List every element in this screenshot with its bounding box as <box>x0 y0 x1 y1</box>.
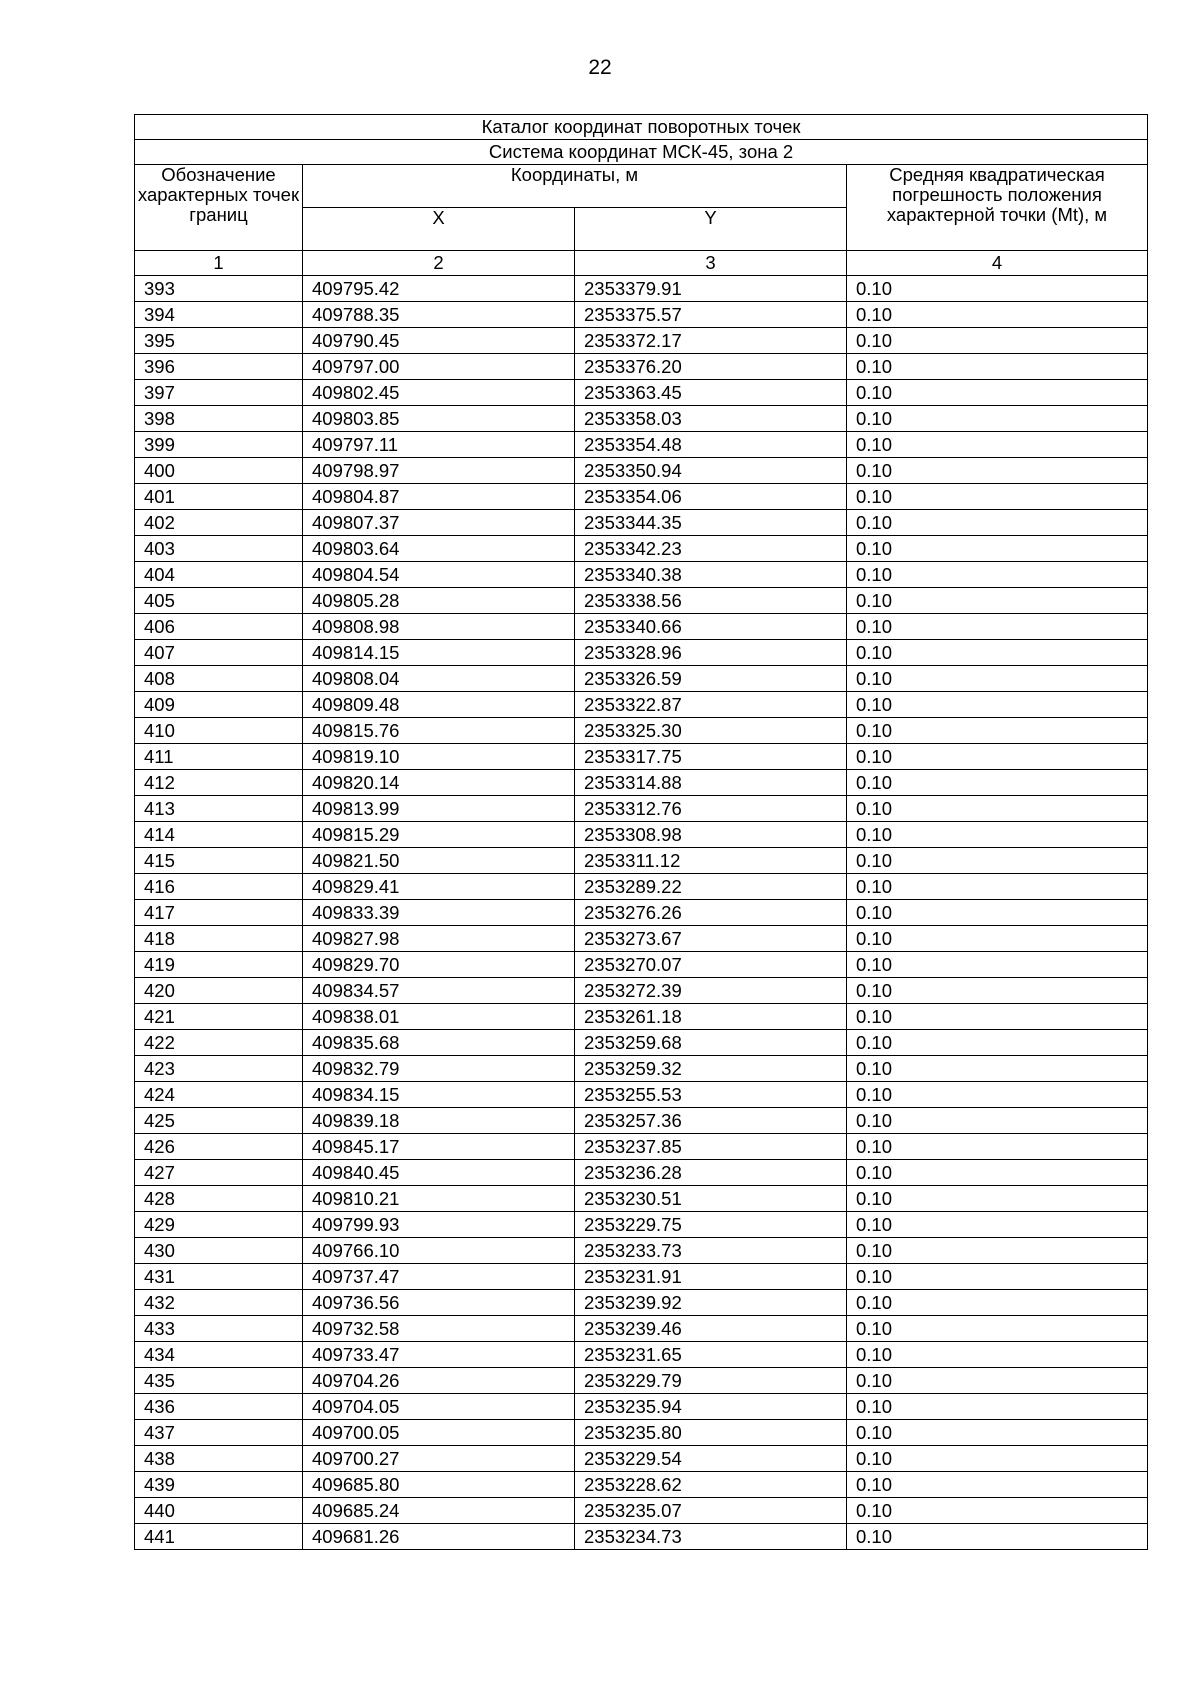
table-row <box>135 692 1148 718</box>
x-coordinate-cell: 409737.47 <box>303 1264 575 1290</box>
error-cell: 0.10 <box>847 354 1148 380</box>
point-id-cell: 435 <box>135 1368 303 1394</box>
error-cell: 0.10 <box>847 1498 1148 1524</box>
error-cell: 0.10 <box>847 978 1148 1004</box>
error-cell: 0.10 <box>847 1238 1148 1264</box>
error-cell: 0.10 <box>847 276 1148 302</box>
y-coordinate-cell: 2353379.91 <box>575 276 847 302</box>
table-row <box>135 978 1148 1004</box>
x-coordinate-cell: 409788.35 <box>303 302 575 328</box>
error-cell: 0.10 <box>847 1446 1148 1472</box>
table-row <box>135 900 1148 926</box>
point-id-cell: 405 <box>135 588 303 614</box>
x-coordinate-cell: 409704.26 <box>303 1368 575 1394</box>
y-coordinate-cell: 2353235.94 <box>575 1394 847 1420</box>
y-coordinate-cell: 2353235.07 <box>575 1498 847 1524</box>
point-id-cell: 400 <box>135 458 303 484</box>
error-cell: 0.10 <box>847 432 1148 458</box>
y-coordinate-cell: 2353326.59 <box>575 666 847 692</box>
column-number: 2 <box>303 251 575 276</box>
point-id-cell: 404 <box>135 562 303 588</box>
error-cell: 0.10 <box>847 1004 1148 1030</box>
error-cell: 0.10 <box>847 718 1148 744</box>
table-row <box>135 848 1148 874</box>
table-row <box>135 588 1148 614</box>
x-coordinate-cell: 409809.48 <box>303 692 575 718</box>
y-coordinate-cell: 2353340.38 <box>575 562 847 588</box>
y-coordinate-cell: 2353259.68 <box>575 1030 847 1056</box>
header-error: Средняя квадратическая погрешность положения характерной точки (Mt), м <box>847 165 1148 251</box>
point-id-cell: 429 <box>135 1212 303 1238</box>
y-coordinate-cell: 2353276.26 <box>575 900 847 926</box>
header-y: Y <box>575 208 847 251</box>
error-cell: 0.10 <box>847 1186 1148 1212</box>
table-row <box>135 458 1148 484</box>
error-cell: 0.10 <box>847 1368 1148 1394</box>
error-cell: 0.10 <box>847 1342 1148 1368</box>
table-row <box>135 822 1148 848</box>
point-id-cell: 425 <box>135 1108 303 1134</box>
y-coordinate-cell: 2353230.51 <box>575 1186 847 1212</box>
point-id-cell: 421 <box>135 1004 303 1030</box>
column-number: 4 <box>847 251 1148 276</box>
table-row <box>135 302 1148 328</box>
table-row <box>135 1160 1148 1186</box>
y-coordinate-cell: 2353229.54 <box>575 1446 847 1472</box>
table-row <box>135 874 1148 900</box>
x-coordinate-cell: 409790.45 <box>303 328 575 354</box>
x-coordinate-cell: 409685.24 <box>303 1498 575 1524</box>
x-coordinate-cell: 409804.87 <box>303 484 575 510</box>
table-row <box>135 380 1148 406</box>
x-coordinate-cell: 409808.04 <box>303 666 575 692</box>
point-id-cell: 427 <box>135 1160 303 1186</box>
x-coordinate-cell: 409827.98 <box>303 926 575 952</box>
point-id-cell: 411 <box>135 744 303 770</box>
x-coordinate-cell: 409845.17 <box>303 1134 575 1160</box>
y-coordinate-cell: 2353342.23 <box>575 536 847 562</box>
point-id-cell: 437 <box>135 1420 303 1446</box>
x-coordinate-cell: 409733.47 <box>303 1342 575 1368</box>
x-coordinate-cell: 409834.15 <box>303 1082 575 1108</box>
table-row <box>135 926 1148 952</box>
table-subtitle: Система координат МСК-45, зона 2 <box>135 140 1148 165</box>
error-cell: 0.10 <box>847 1290 1148 1316</box>
error-cell: 0.10 <box>847 666 1148 692</box>
error-cell: 0.10 <box>847 458 1148 484</box>
y-coordinate-cell: 2353257.36 <box>575 1108 847 1134</box>
point-id-cell: 424 <box>135 1082 303 1108</box>
y-coordinate-cell: 2353234.73 <box>575 1524 847 1550</box>
y-coordinate-cell: 2353358.03 <box>575 406 847 432</box>
error-cell: 0.10 <box>847 692 1148 718</box>
point-id-cell: 417 <box>135 900 303 926</box>
error-cell: 0.10 <box>847 822 1148 848</box>
y-coordinate-cell: 2353354.06 <box>575 484 847 510</box>
point-id-cell: 416 <box>135 874 303 900</box>
table-row <box>135 718 1148 744</box>
table-row <box>135 1420 1148 1446</box>
x-coordinate-cell: 409797.11 <box>303 432 575 458</box>
y-coordinate-cell: 2353239.46 <box>575 1316 847 1342</box>
table-row <box>135 432 1148 458</box>
error-cell: 0.10 <box>847 614 1148 640</box>
point-id-cell: 423 <box>135 1056 303 1082</box>
table-row <box>135 1030 1148 1056</box>
error-cell: 0.10 <box>847 874 1148 900</box>
x-coordinate-cell: 409798.97 <box>303 458 575 484</box>
x-coordinate-cell: 409803.85 <box>303 406 575 432</box>
error-cell: 0.10 <box>847 1056 1148 1082</box>
x-coordinate-cell: 409810.21 <box>303 1186 575 1212</box>
y-coordinate-cell: 2353372.17 <box>575 328 847 354</box>
point-id-cell: 407 <box>135 640 303 666</box>
table-row <box>135 1394 1148 1420</box>
table-row <box>135 1446 1148 1472</box>
table-row <box>135 666 1148 692</box>
table-row <box>135 1472 1148 1498</box>
x-coordinate-cell: 409820.14 <box>303 770 575 796</box>
table-row <box>135 1316 1148 1342</box>
y-coordinate-cell: 2353317.75 <box>575 744 847 770</box>
column-number: 3 <box>575 251 847 276</box>
point-id-cell: 434 <box>135 1342 303 1368</box>
table-row <box>135 1238 1148 1264</box>
point-id-cell: 394 <box>135 302 303 328</box>
x-coordinate-cell: 409808.98 <box>303 614 575 640</box>
point-id-cell: 397 <box>135 380 303 406</box>
x-coordinate-cell: 409813.99 <box>303 796 575 822</box>
y-coordinate-cell: 2353308.98 <box>575 822 847 848</box>
point-id-cell: 399 <box>135 432 303 458</box>
table-row <box>135 770 1148 796</box>
table-row <box>135 276 1148 302</box>
x-coordinate-cell: 409804.54 <box>303 562 575 588</box>
y-coordinate-cell: 2353350.94 <box>575 458 847 484</box>
y-coordinate-cell: 2353363.45 <box>575 380 847 406</box>
error-cell: 0.10 <box>847 328 1148 354</box>
table-row <box>135 1212 1148 1238</box>
x-coordinate-cell: 409815.29 <box>303 822 575 848</box>
y-coordinate-cell: 2353237.85 <box>575 1134 847 1160</box>
point-id-cell: 420 <box>135 978 303 1004</box>
x-coordinate-cell: 409681.26 <box>303 1524 575 1550</box>
y-coordinate-cell: 2353231.65 <box>575 1342 847 1368</box>
header-x: X <box>303 208 575 251</box>
error-cell: 0.10 <box>847 848 1148 874</box>
x-coordinate-cell: 409838.01 <box>303 1004 575 1030</box>
table-row <box>135 1264 1148 1290</box>
error-cell: 0.10 <box>847 406 1148 432</box>
table-row <box>135 744 1148 770</box>
table-row <box>135 484 1148 510</box>
table-row <box>135 1342 1148 1368</box>
point-id-cell: 401 <box>135 484 303 510</box>
x-coordinate-cell: 409797.00 <box>303 354 575 380</box>
table-body <box>135 276 1148 1550</box>
y-coordinate-cell: 2353338.56 <box>575 588 847 614</box>
y-coordinate-cell: 2353376.20 <box>575 354 847 380</box>
point-id-cell: 415 <box>135 848 303 874</box>
x-coordinate-cell: 409839.18 <box>303 1108 575 1134</box>
point-id-cell: 430 <box>135 1238 303 1264</box>
table-row <box>135 1290 1148 1316</box>
point-id-cell: 402 <box>135 510 303 536</box>
y-coordinate-cell: 2353344.35 <box>575 510 847 536</box>
table-row <box>135 614 1148 640</box>
x-coordinate-cell: 409834.57 <box>303 978 575 1004</box>
error-cell: 0.10 <box>847 536 1148 562</box>
error-cell: 0.10 <box>847 1160 1148 1186</box>
x-coordinate-cell: 409685.80 <box>303 1472 575 1498</box>
y-coordinate-cell: 2353231.91 <box>575 1264 847 1290</box>
x-coordinate-cell: 409807.37 <box>303 510 575 536</box>
x-coordinate-cell: 409832.79 <box>303 1056 575 1082</box>
point-id-cell: 418 <box>135 926 303 952</box>
table-row <box>135 406 1148 432</box>
point-id-cell: 396 <box>135 354 303 380</box>
table-row <box>135 1524 1148 1550</box>
error-cell: 0.10 <box>847 588 1148 614</box>
table-row <box>135 1368 1148 1394</box>
table-row <box>135 1056 1148 1082</box>
point-id-cell: 410 <box>135 718 303 744</box>
table-row <box>135 1004 1148 1030</box>
point-id-cell: 419 <box>135 952 303 978</box>
page-number: 22 <box>588 56 612 79</box>
table-row <box>135 354 1148 380</box>
y-coordinate-cell: 2353314.88 <box>575 770 847 796</box>
x-coordinate-cell: 409840.45 <box>303 1160 575 1186</box>
x-coordinate-cell: 409835.68 <box>303 1030 575 1056</box>
x-coordinate-cell: 409795.42 <box>303 276 575 302</box>
x-coordinate-cell: 409833.39 <box>303 900 575 926</box>
header-point: Обозначение характерных точек границ <box>135 165 303 251</box>
point-id-cell: 422 <box>135 1030 303 1056</box>
x-coordinate-cell: 409766.10 <box>303 1238 575 1264</box>
y-coordinate-cell: 2353255.53 <box>575 1082 847 1108</box>
table-row <box>135 536 1148 562</box>
point-id-cell: 440 <box>135 1498 303 1524</box>
x-coordinate-cell: 409799.93 <box>303 1212 575 1238</box>
table-row <box>135 1108 1148 1134</box>
x-coordinate-cell: 409700.05 <box>303 1420 575 1446</box>
error-cell: 0.10 <box>847 510 1148 536</box>
error-cell: 0.10 <box>847 952 1148 978</box>
x-coordinate-cell: 409805.28 <box>303 588 575 614</box>
error-cell: 0.10 <box>847 1108 1148 1134</box>
y-coordinate-cell: 2353340.66 <box>575 614 847 640</box>
error-cell: 0.10 <box>847 1212 1148 1238</box>
point-id-cell: 439 <box>135 1472 303 1498</box>
error-cell: 0.10 <box>847 1082 1148 1108</box>
table-row <box>135 640 1148 666</box>
coordinates-catalog-table <box>134 114 1148 1550</box>
y-coordinate-cell: 2353270.07 <box>575 952 847 978</box>
error-cell: 0.10 <box>847 744 1148 770</box>
error-cell: 0.10 <box>847 302 1148 328</box>
point-id-cell: 398 <box>135 406 303 432</box>
y-coordinate-cell: 2353273.67 <box>575 926 847 952</box>
error-cell: 0.10 <box>847 770 1148 796</box>
y-coordinate-cell: 2353325.30 <box>575 718 847 744</box>
y-coordinate-cell: 2353236.28 <box>575 1160 847 1186</box>
y-coordinate-cell: 2353354.48 <box>575 432 847 458</box>
x-coordinate-cell: 409815.76 <box>303 718 575 744</box>
point-id-cell: 412 <box>135 770 303 796</box>
x-coordinate-cell: 409736.56 <box>303 1290 575 1316</box>
error-cell: 0.10 <box>847 1264 1148 1290</box>
y-coordinate-cell: 2353375.57 <box>575 302 847 328</box>
x-coordinate-cell: 409732.58 <box>303 1316 575 1342</box>
point-id-cell: 438 <box>135 1446 303 1472</box>
table-row <box>135 952 1148 978</box>
y-coordinate-cell: 2353239.92 <box>575 1290 847 1316</box>
y-coordinate-cell: 2353229.79 <box>575 1368 847 1394</box>
y-coordinate-cell: 2353261.18 <box>575 1004 847 1030</box>
error-cell: 0.10 <box>847 1472 1148 1498</box>
point-id-cell: 441 <box>135 1524 303 1550</box>
table-title: Каталог координат поворотных точек <box>135 115 1148 140</box>
table-row <box>135 1498 1148 1524</box>
table-row <box>135 510 1148 536</box>
y-coordinate-cell: 2353233.73 <box>575 1238 847 1264</box>
error-cell: 0.10 <box>847 900 1148 926</box>
error-cell: 0.10 <box>847 926 1148 952</box>
x-coordinate-cell: 409829.41 <box>303 874 575 900</box>
x-coordinate-cell: 409802.45 <box>303 380 575 406</box>
table-row <box>135 1186 1148 1212</box>
column-number: 1 <box>135 251 303 276</box>
y-coordinate-cell: 2353312.76 <box>575 796 847 822</box>
y-coordinate-cell: 2353289.22 <box>575 874 847 900</box>
table-row <box>135 328 1148 354</box>
y-coordinate-cell: 2353311.12 <box>575 848 847 874</box>
error-cell: 0.10 <box>847 1524 1148 1550</box>
point-id-cell: 428 <box>135 1186 303 1212</box>
table-row <box>135 1134 1148 1160</box>
y-coordinate-cell: 2353322.87 <box>575 692 847 718</box>
x-coordinate-cell: 409803.64 <box>303 536 575 562</box>
error-cell: 0.10 <box>847 484 1148 510</box>
point-id-cell: 432 <box>135 1290 303 1316</box>
x-coordinate-cell: 409829.70 <box>303 952 575 978</box>
header-coordinates: Координаты, м <box>303 165 847 208</box>
y-coordinate-cell: 2353235.80 <box>575 1420 847 1446</box>
point-id-cell: 409 <box>135 692 303 718</box>
error-cell: 0.10 <box>847 1420 1148 1446</box>
y-coordinate-cell: 2353272.39 <box>575 978 847 1004</box>
point-id-cell: 431 <box>135 1264 303 1290</box>
point-id-cell: 413 <box>135 796 303 822</box>
y-coordinate-cell: 2353259.32 <box>575 1056 847 1082</box>
error-cell: 0.10 <box>847 562 1148 588</box>
error-cell: 0.10 <box>847 796 1148 822</box>
y-coordinate-cell: 2353228.62 <box>575 1472 847 1498</box>
table-row <box>135 796 1148 822</box>
point-id-cell: 406 <box>135 614 303 640</box>
y-coordinate-cell: 2353229.75 <box>575 1212 847 1238</box>
x-coordinate-cell: 409700.27 <box>303 1446 575 1472</box>
point-id-cell: 433 <box>135 1316 303 1342</box>
point-id-cell: 436 <box>135 1394 303 1420</box>
table-row <box>135 1082 1148 1108</box>
point-id-cell: 403 <box>135 536 303 562</box>
x-coordinate-cell: 409814.15 <box>303 640 575 666</box>
point-id-cell: 395 <box>135 328 303 354</box>
error-cell: 0.10 <box>847 640 1148 666</box>
point-id-cell: 414 <box>135 822 303 848</box>
error-cell: 0.10 <box>847 380 1148 406</box>
error-cell: 0.10 <box>847 1030 1148 1056</box>
error-cell: 0.10 <box>847 1394 1148 1420</box>
error-cell: 0.10 <box>847 1134 1148 1160</box>
point-id-cell: 408 <box>135 666 303 692</box>
x-coordinate-cell: 409819.10 <box>303 744 575 770</box>
x-coordinate-cell: 409821.50 <box>303 848 575 874</box>
point-id-cell: 426 <box>135 1134 303 1160</box>
table-row <box>135 562 1148 588</box>
y-coordinate-cell: 2353328.96 <box>575 640 847 666</box>
x-coordinate-cell: 409704.05 <box>303 1394 575 1420</box>
error-cell: 0.10 <box>847 1316 1148 1342</box>
point-id-cell: 393 <box>135 276 303 302</box>
